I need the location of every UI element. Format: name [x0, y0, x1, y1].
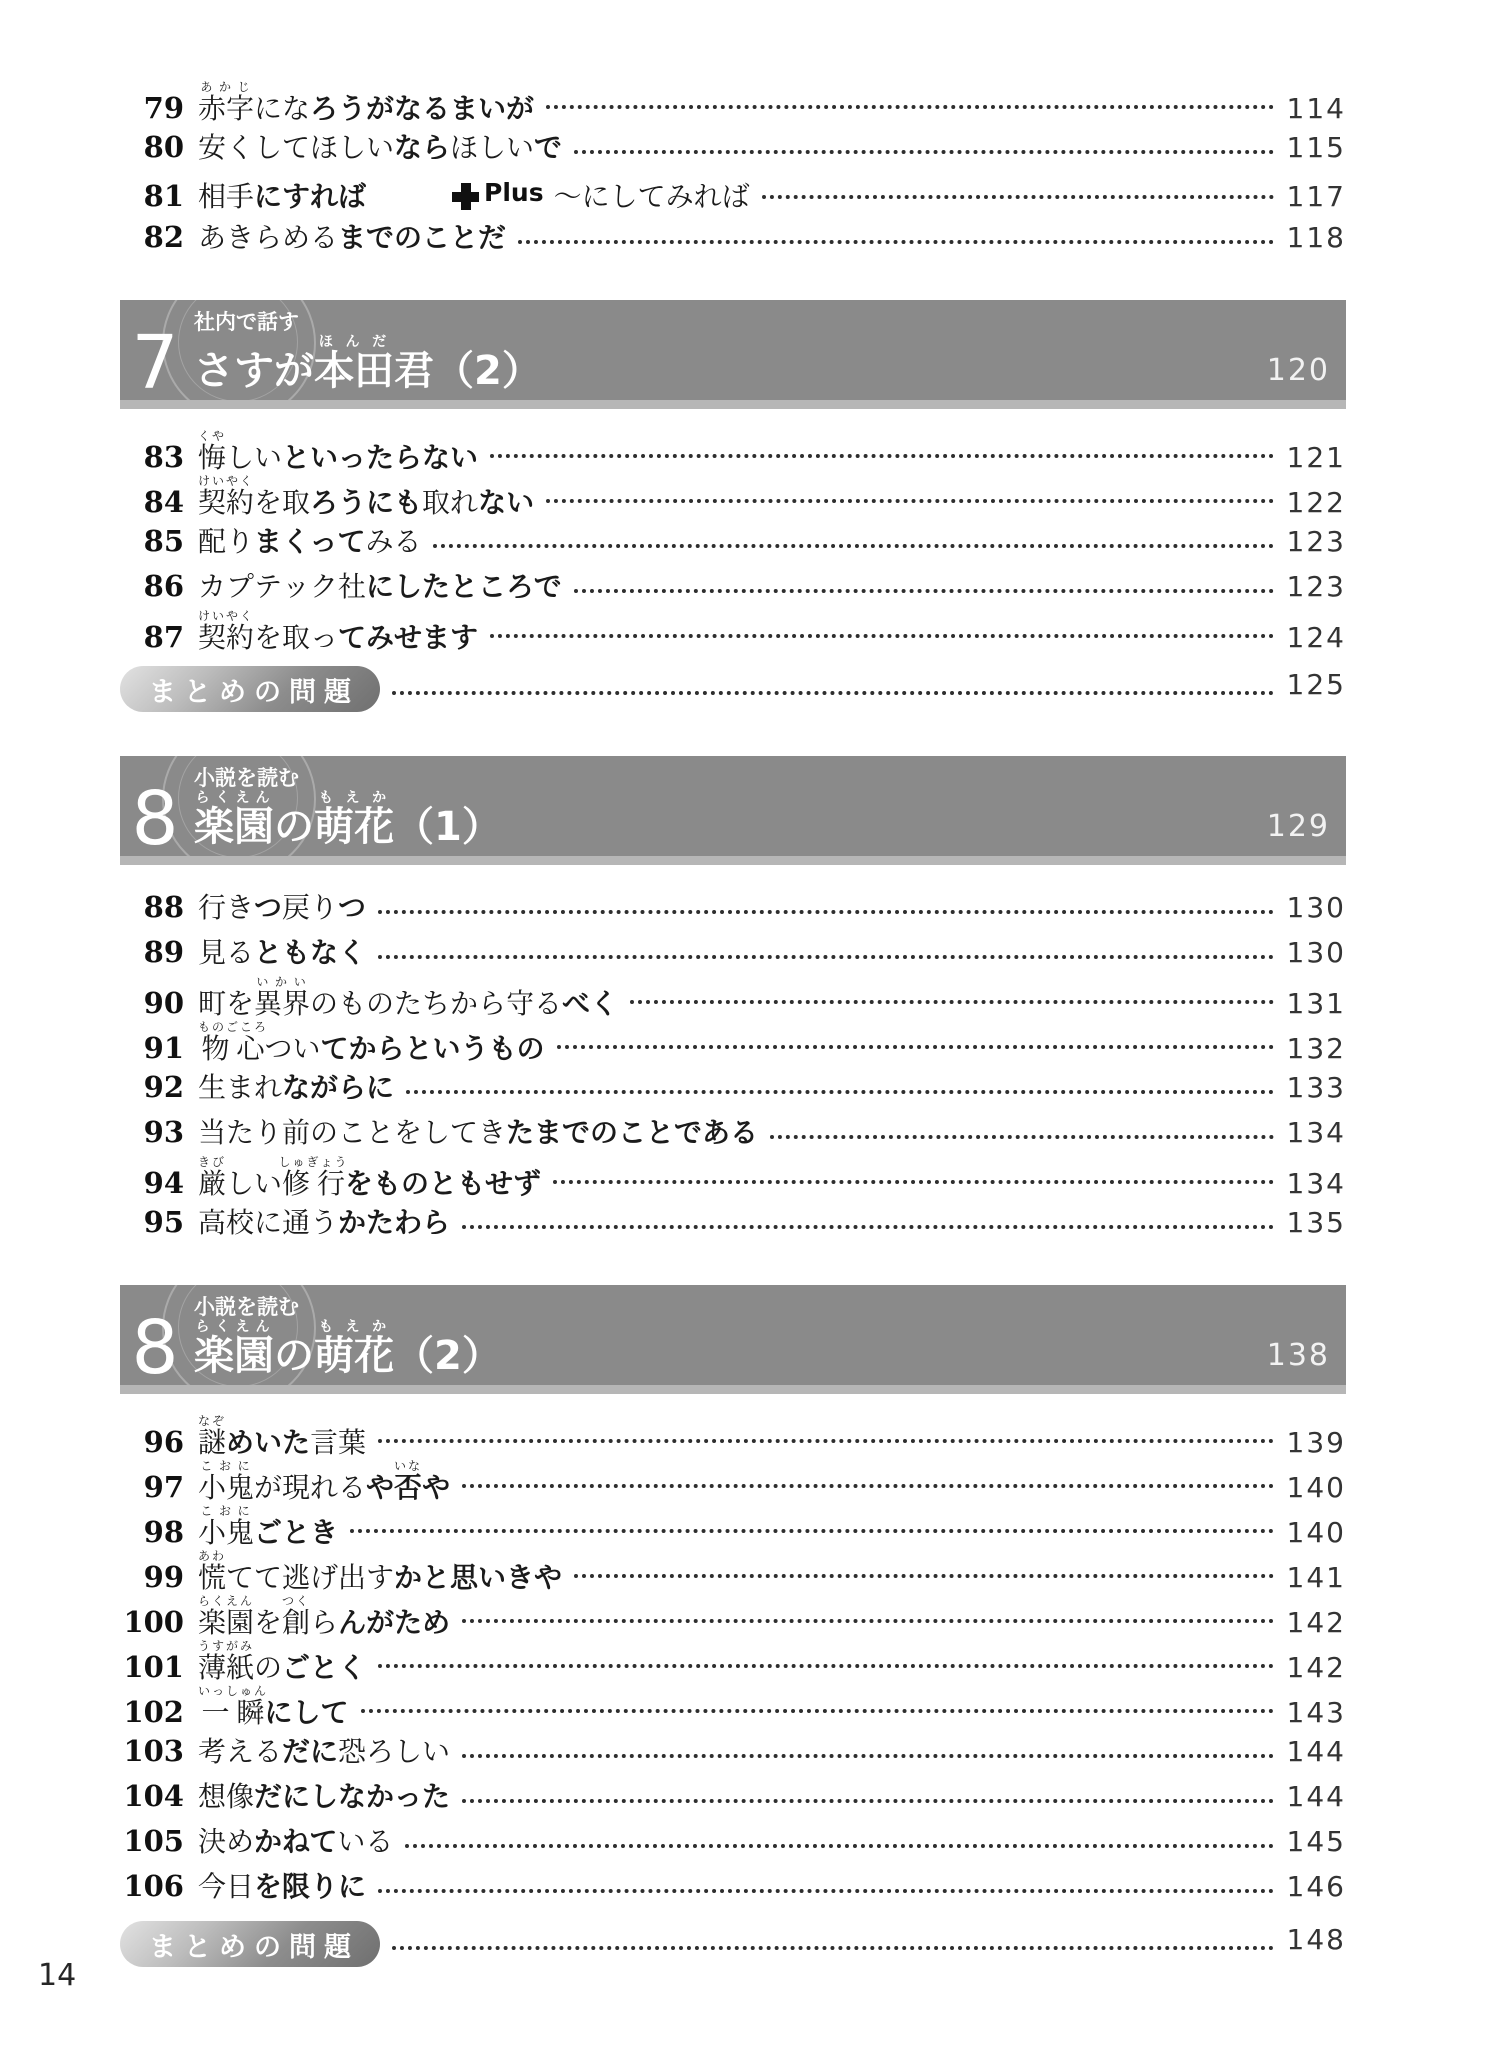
section-header [120, 1285, 1346, 1394]
title-segment: たまでのことである [506, 1116, 759, 1149]
entry-title [198, 429, 478, 480]
toc-entry [120, 1065, 1346, 1110]
title-segment: で [534, 131, 563, 164]
dotted-leader [518, 240, 1274, 244]
toc-entry [120, 1639, 1346, 1684]
entry-page-number: 123 [1286, 525, 1346, 558]
entry-number: 101 [123, 1650, 184, 1684]
title-segment: てからというもの [320, 1032, 545, 1065]
entry-page-number: 140 [1286, 1516, 1346, 1549]
furigana: らくえん [194, 1319, 274, 1335]
dotted-leader [462, 1799, 1274, 1803]
dotted-leader [378, 910, 1274, 914]
title-segment: を取 [254, 486, 311, 519]
title-segment: 今日 [198, 1870, 255, 1903]
section-title [194, 790, 502, 848]
furigana: いかい [254, 975, 311, 989]
furigana: けいやく [198, 609, 255, 623]
title-segment: なら [394, 131, 451, 164]
title-segment: カプテック社 [198, 570, 367, 603]
entry-number: 92 [143, 1070, 184, 1104]
toc-entry [120, 80, 1346, 125]
toc-entry [120, 474, 1346, 519]
toc-entry [120, 429, 1346, 474]
title-segment: ない [478, 486, 535, 519]
entry-number: 95 [143, 1205, 184, 1239]
title-segment: を取っ [254, 621, 339, 654]
entry-page-number: 144 [1286, 1735, 1346, 1768]
entry-page-number: 145 [1286, 1825, 1346, 1858]
entry-page-number: 118 [1286, 221, 1346, 254]
title-segment: 楽園らくえん [194, 790, 274, 850]
entry-page-number: 142 [1286, 1651, 1346, 1684]
title-segment: にな [254, 92, 311, 125]
dotted-leader [392, 1946, 1274, 1950]
title-segment: 否いな [394, 1459, 423, 1504]
toc-entry [120, 1110, 1346, 1155]
title-segment: ら [310, 1606, 339, 1639]
title-segment: てて逃げ出す [226, 1561, 395, 1594]
title-segment: しい [226, 441, 283, 474]
title-segment: べく [562, 987, 619, 1020]
entry-page-number: 146 [1286, 1870, 1346, 1903]
title-segment: 想像 [198, 1780, 255, 1813]
entry-page-number: 125 [1286, 668, 1346, 701]
entry-title [198, 125, 562, 170]
toc-entry [120, 215, 1346, 260]
dotted-leader [630, 1000, 1274, 1004]
entry-title [198, 1200, 450, 1245]
toc-entry [120, 975, 1346, 1020]
entry-title [198, 1864, 366, 1909]
section-page-number: 138 [1266, 1338, 1330, 1373]
toc-entry [120, 1684, 1346, 1729]
entry-page-number: 140 [1286, 1471, 1346, 1504]
furigana: あわ [198, 1549, 227, 1563]
title-segment: ろうにも [310, 486, 423, 519]
title-segment: ほしい [450, 131, 535, 164]
title-segment: かねて [254, 1825, 338, 1858]
title-segment: 小鬼こおに [198, 1459, 255, 1504]
section-category: 小説を読む [194, 1294, 299, 1319]
entry-number: 80 [143, 130, 184, 164]
entry-page-number: 117 [1286, 180, 1346, 213]
section-header [120, 756, 1346, 865]
entry-number: 81 [143, 179, 184, 213]
title-segment: 物心ものごころ [198, 1020, 269, 1065]
furigana: こおに [198, 1459, 255, 1473]
entry-title [198, 1459, 450, 1510]
entry-title [198, 564, 562, 609]
title-segment: 一瞬いっしゅん [198, 1684, 269, 1729]
title-segment: にして [264, 1696, 349, 1729]
toc-entry [120, 1414, 1346, 1459]
furigana: ほんだ [314, 334, 394, 350]
title-segment: の [274, 1333, 314, 1379]
entry-page-number: 114 [1286, 92, 1346, 125]
toc-entry [120, 885, 1346, 930]
title-segment: 高校に通う [198, 1206, 339, 1239]
title-segment: 楽園らくえん [194, 1319, 274, 1379]
entry-title [198, 1155, 541, 1206]
entry-number: 88 [143, 890, 184, 924]
dotted-leader [770, 1135, 1274, 1139]
section-title [194, 334, 542, 392]
title-segment: 悔くや [198, 429, 227, 474]
toc-entry [120, 1155, 1346, 1200]
entry-number: 103 [123, 1734, 184, 1768]
entry-title [198, 1414, 366, 1465]
dotted-leader [546, 105, 1274, 109]
title-segment: 厳きび [198, 1155, 227, 1200]
entry-number: 105 [123, 1824, 184, 1858]
entry-page-number: 133 [1286, 1071, 1346, 1104]
title-segment: だに [282, 1735, 339, 1768]
entry-page-number: 130 [1286, 936, 1346, 969]
entry-title [198, 1504, 338, 1555]
furigana: いな [394, 1459, 423, 1473]
toc-entry [120, 564, 1346, 609]
entry-page-number: 139 [1286, 1426, 1346, 1459]
title-segment: までのことだ [338, 221, 507, 254]
title-segment: 考える [198, 1735, 283, 1768]
entry-number: 98 [143, 1515, 184, 1549]
entry-page-number: 132 [1286, 1032, 1346, 1065]
title-segment: 言葉 [310, 1426, 367, 1459]
dotted-leader [462, 1484, 1274, 1488]
entry-number: 99 [143, 1560, 184, 1594]
entry-page-number: 134 [1286, 1167, 1346, 1200]
section-heading-group [194, 767, 502, 848]
title-segment: 取れ [422, 486, 479, 519]
furigana: つく [282, 1594, 311, 1608]
furigana: もえか [314, 790, 394, 806]
title-segment: まくって [254, 525, 366, 558]
entry-title [198, 930, 366, 975]
entry-page-number: 142 [1286, 1606, 1346, 1639]
furigana: もえか [314, 1319, 394, 1335]
dotted-leader [378, 1664, 1274, 1668]
dotted-leader [361, 1709, 1274, 1713]
section-page-number: 120 [1266, 353, 1330, 388]
title-segment: ろうがなるまいが [310, 92, 535, 125]
toc-entry [120, 1200, 1346, 1245]
entry-page-number: 130 [1286, 891, 1346, 924]
entry-title [198, 80, 534, 131]
title-segment: 萌花もえか [314, 790, 394, 850]
furigana: こおに [198, 1504, 255, 1518]
title-segment: を [254, 1606, 283, 1639]
entry-title [198, 609, 478, 660]
plus-badge [452, 170, 544, 215]
entry-page-number: 148 [1286, 1923, 1346, 1956]
entry-number: 85 [143, 524, 184, 558]
entry-number: 100 [123, 1605, 184, 1639]
title-segment: みる [365, 525, 422, 558]
furigana: くや [198, 429, 227, 443]
entry-title [198, 215, 506, 260]
title-segment: 安くしてほしい [198, 131, 395, 164]
entry-title [198, 1549, 562, 1600]
dotted-leader [350, 1529, 1274, 1533]
entry-title [198, 1684, 349, 1735]
title-segment: ともなく [254, 936, 367, 969]
title-segment: つ [254, 891, 283, 924]
entry-page-number: 134 [1286, 1116, 1346, 1149]
dotted-leader [574, 589, 1274, 593]
furigana: けいやく [198, 474, 255, 488]
title-segment: 創つく [282, 1594, 311, 1639]
entry-page-number: 143 [1286, 1696, 1346, 1729]
entry-page-number: 141 [1286, 1561, 1346, 1594]
entry-title [198, 1819, 393, 1864]
furigana: らくえん [194, 790, 274, 806]
entry-title [198, 975, 618, 1026]
title-segment: めいた [226, 1426, 311, 1459]
entry-number: 79 [143, 91, 184, 125]
section-heading-group [194, 311, 542, 392]
section-category: 小説を読む [194, 765, 299, 790]
title-segment: かたわら [338, 1206, 451, 1239]
furigana: しゅぎょう [278, 1155, 349, 1169]
toc-entry [120, 519, 1346, 564]
title-segment: 行き [198, 891, 255, 924]
entry-title [198, 1639, 366, 1690]
entry-number: 89 [143, 935, 184, 969]
plus-icon [452, 183, 479, 210]
entry-title [198, 1774, 450, 1819]
dotted-leader [462, 1754, 1274, 1758]
toc-entry [120, 125, 1346, 170]
title-segment: だにしなかった [254, 1780, 451, 1813]
title-segment: ごとき [254, 1516, 339, 1549]
title-segment: といったらない [282, 441, 479, 474]
title-segment: を限りに [254, 1870, 367, 1903]
section-heading-group [194, 1296, 502, 1377]
entry-title [198, 885, 366, 930]
entry-number: 91 [143, 1031, 184, 1065]
title-segment: 当たり前のことをしてき [198, 1116, 507, 1149]
furigana: あかじ [198, 80, 255, 94]
title-segment: のものたちから守る [310, 987, 563, 1020]
entry-number: 94 [143, 1166, 184, 1200]
entry-title [198, 1020, 545, 1071]
toc-entry [120, 1864, 1346, 1909]
section-title [194, 1319, 502, 1377]
dotted-leader [462, 1619, 1274, 1623]
title-segment: いる [337, 1825, 394, 1858]
title-segment: や [422, 1471, 451, 1504]
title-segment: 見る [198, 936, 255, 969]
entry-number: 96 [143, 1425, 184, 1459]
title-segment: 異界いかい [254, 975, 311, 1020]
plus-label: Plus [484, 178, 544, 207]
entry-number: 102 [123, 1695, 184, 1729]
entry-title [198, 1594, 450, 1645]
entry-title [198, 1110, 758, 1155]
section-number: 8 [131, 776, 179, 862]
entry-title [198, 519, 421, 564]
title-segment: 慌あわ [198, 1549, 227, 1594]
dotted-leader [574, 1574, 1274, 1578]
entry-page-number: 123 [1286, 570, 1346, 603]
title-segment: 楽園らくえん [198, 1594, 255, 1639]
title-segment: の [274, 804, 314, 850]
toc-entry [120, 170, 1346, 215]
title-segment: にすれば [254, 180, 367, 213]
toc-entry [120, 1020, 1346, 1065]
title-segment: ごとく [282, 1651, 367, 1684]
entry-page-number: 144 [1286, 1780, 1346, 1813]
title-segment: （1） [394, 804, 502, 850]
title-segment: 薄紙うすがみ [198, 1639, 255, 1684]
entry-number: 106 [123, 1869, 184, 1903]
furigana: らくえん [198, 1594, 255, 1608]
title-segment: しい [226, 1167, 283, 1200]
toc-entry [120, 1594, 1346, 1639]
entry-page-number: 131 [1286, 987, 1346, 1020]
dotted-leader [378, 1439, 1274, 1443]
toc-list [120, 80, 1346, 1971]
title-segment: 君（2） [394, 348, 542, 394]
entry-number: 97 [143, 1470, 184, 1504]
dotted-leader [392, 691, 1274, 695]
entry-page-number: 122 [1286, 486, 1346, 519]
toc-entry [120, 930, 1346, 975]
furigana: いっしゅん [198, 1684, 269, 1698]
page-number: 14 [38, 1958, 77, 1993]
toc-entry [120, 1819, 1346, 1864]
summary-pill: まとめの問題 [120, 666, 380, 712]
title-segment: 生まれ [198, 1071, 283, 1104]
dotted-leader [433, 544, 1274, 548]
entry-title [198, 1065, 394, 1110]
toc-entry [120, 1774, 1346, 1819]
title-segment: 小鬼こおに [198, 1504, 255, 1549]
dotted-leader [553, 1180, 1274, 1184]
title-segment: あきらめる [198, 221, 339, 254]
title-segment: 相手 [198, 180, 255, 213]
dotted-leader [490, 634, 1274, 638]
title-segment: が現れる [254, 1471, 367, 1504]
title-segment: をものともせず [345, 1167, 542, 1200]
title-segment: 萌花もえか [314, 1319, 394, 1379]
title-segment: 謎なぞ [198, 1414, 227, 1459]
summary-pill: まとめの問題 [120, 1921, 380, 1967]
title-segment: 町を [198, 987, 255, 1020]
title-segment: つ [338, 891, 367, 924]
title-segment: 恐ろしい [338, 1735, 451, 1768]
title-segment: さすが [194, 348, 314, 394]
title-segment: の [254, 1651, 283, 1684]
title-segment: てみせます [338, 621, 479, 654]
entry-page-number: 135 [1286, 1206, 1346, 1239]
entry-title [198, 1729, 450, 1774]
section-page-number: 129 [1266, 809, 1330, 844]
furigana: きび [198, 1155, 227, 1169]
section-number: 7 [131, 320, 179, 406]
summary-row [120, 662, 1346, 716]
dotted-leader [574, 150, 1274, 154]
title-segment: や [366, 1471, 395, 1504]
title-segment: （2） [394, 1333, 502, 1379]
title-segment: 本田ほんだ [314, 334, 394, 394]
entry-number: 87 [143, 620, 184, 654]
title-segment: にしたところで [366, 570, 562, 603]
toc-entry [120, 1549, 1346, 1594]
dotted-leader [762, 195, 1274, 199]
furigana: ものごころ [198, 1020, 269, 1034]
entry-page-number: 121 [1286, 441, 1346, 474]
dotted-leader [490, 454, 1274, 458]
summary-row [120, 1917, 1346, 1971]
toc-entry [120, 1504, 1346, 1549]
dotted-leader [557, 1045, 1274, 1049]
title-segment: 戻り [282, 891, 339, 924]
title-segment: 配り [198, 525, 255, 558]
dotted-leader [378, 955, 1274, 959]
dotted-leader [405, 1844, 1274, 1848]
entry-number: 84 [143, 485, 184, 519]
furigana: うすがみ [198, 1639, 255, 1653]
entry-page-number: 115 [1286, 131, 1346, 164]
title-segment: 契約けいやく [198, 474, 255, 519]
title-segment: ながらに [282, 1071, 395, 1104]
section-category: 社内で話す [194, 309, 299, 334]
section-number: 8 [131, 1305, 179, 1391]
entry-page-number: 124 [1286, 621, 1346, 654]
entry-title [198, 474, 534, 525]
entry-number: 86 [143, 569, 184, 603]
title-segment: 赤字あかじ [198, 80, 255, 125]
entry-number: 83 [143, 440, 184, 474]
entry-number: 90 [143, 986, 184, 1020]
title-segment: んがため [338, 1606, 451, 1639]
furigana: なぞ [198, 1414, 227, 1428]
dotted-leader [406, 1090, 1274, 1094]
entry-number: 104 [123, 1779, 184, 1813]
entry-number: 82 [143, 220, 184, 254]
title-segment: 決め [198, 1825, 255, 1858]
toc-entry [120, 1459, 1346, 1504]
plus-pattern-text: ～にしてみれば [553, 180, 750, 213]
entry-number: 93 [143, 1115, 184, 1149]
title-segment: かと思いきや [394, 1561, 563, 1594]
entry-title [198, 170, 750, 219]
dotted-leader [462, 1225, 1274, 1229]
dotted-leader [546, 499, 1274, 503]
toc-entry [120, 609, 1346, 654]
title-segment: 修行しゅぎょう [278, 1155, 349, 1200]
dotted-leader [378, 1889, 1274, 1893]
section-header [120, 300, 1346, 409]
title-segment: つい [264, 1032, 321, 1065]
toc-entry [120, 1729, 1346, 1774]
title-segment: 契約けいやく [198, 609, 255, 654]
